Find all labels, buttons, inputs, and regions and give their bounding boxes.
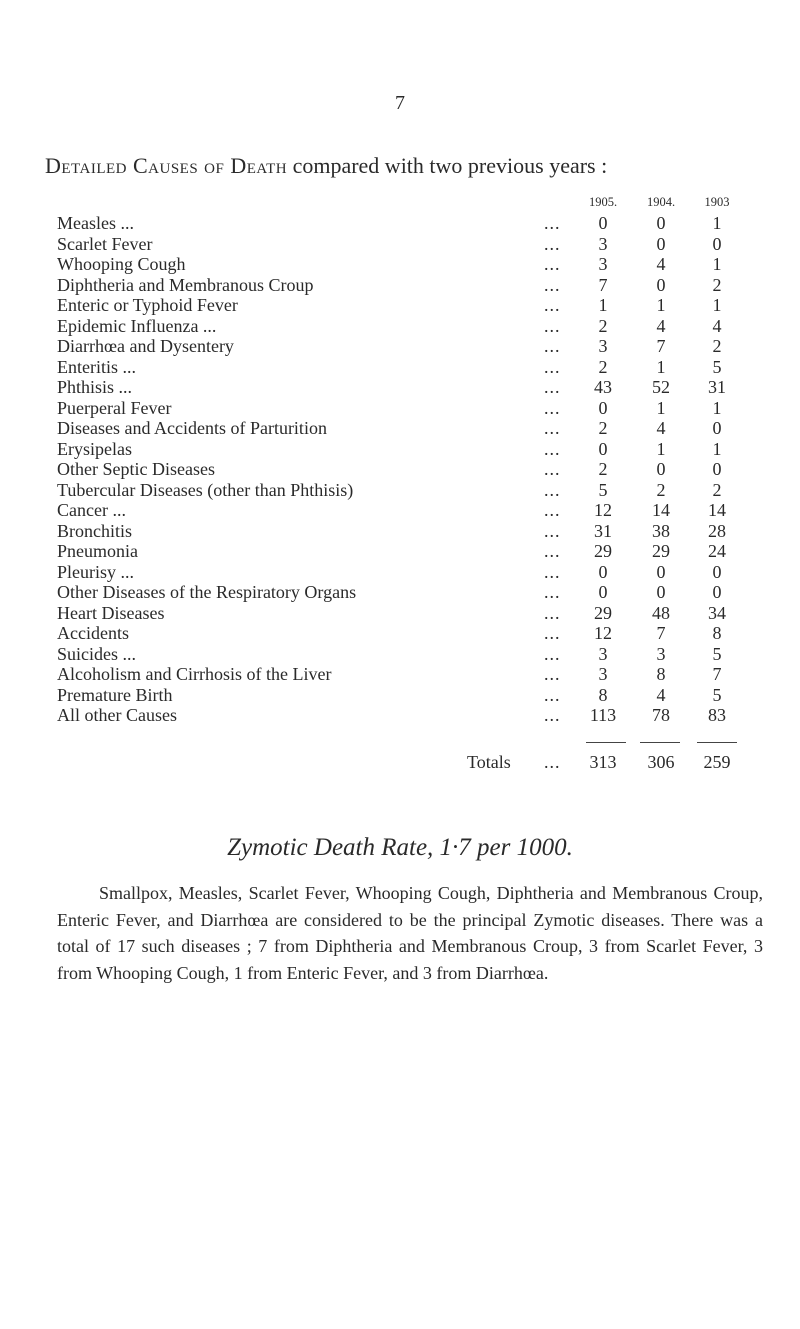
count-cell: 1 xyxy=(656,438,666,459)
count-cell: 2 xyxy=(712,479,722,500)
count-cell: 0 xyxy=(656,274,666,295)
count-cell: 2 xyxy=(598,418,608,438)
count-cell: 4 xyxy=(712,315,722,336)
count-cell: 4 xyxy=(656,418,666,438)
leader-dots: ... xyxy=(544,479,561,500)
count-cell: 5 xyxy=(712,643,722,664)
cause-label: Scarlet Fever xyxy=(57,233,153,254)
table-row xyxy=(57,275,757,296)
count-cell: 4 xyxy=(656,315,666,336)
count-cell: 1 xyxy=(598,295,608,315)
count-cell: 1 xyxy=(712,213,722,233)
table-row xyxy=(57,377,757,398)
table-row xyxy=(57,623,757,644)
cause-label: Other Diseases of the Respiratory Organs xyxy=(57,582,357,602)
cause-label: Pleurisy ... xyxy=(57,561,135,582)
count-cell: 1 xyxy=(712,397,722,418)
table-row xyxy=(57,685,757,706)
count-cell: 7 xyxy=(656,336,666,356)
table-row xyxy=(57,480,757,501)
leader-dots: ... xyxy=(544,418,561,438)
cause-label: Diphtheria and Membranous Croup xyxy=(57,274,314,295)
total-rule xyxy=(640,742,680,743)
totals-label: Totals xyxy=(467,752,511,772)
leader-dots: ... xyxy=(544,561,561,582)
causes-table xyxy=(57,213,757,726)
table-row xyxy=(57,254,757,275)
count-cell: 0 xyxy=(712,459,722,479)
count-cell: 31 xyxy=(594,520,612,541)
count-cell: 0 xyxy=(656,213,666,233)
cause-label: Measles ... xyxy=(57,213,134,233)
count-cell: 29 xyxy=(594,602,612,623)
cause-label: Pneumonia xyxy=(57,541,138,561)
table-row xyxy=(57,439,757,460)
count-cell: 5 xyxy=(712,684,722,705)
count-cell: 3 xyxy=(598,664,608,684)
count-cell: 0 xyxy=(598,438,608,459)
table-row xyxy=(57,521,757,542)
cause-label: Heart Diseases xyxy=(57,602,165,623)
count-cell: 0 xyxy=(656,459,666,479)
count-cell: 0 xyxy=(712,233,722,254)
count-cell: 2 xyxy=(712,274,722,295)
table-heading xyxy=(45,153,765,179)
count-cell: 4 xyxy=(656,254,666,274)
table-row xyxy=(57,357,757,378)
leader-dots: ... xyxy=(544,315,561,336)
count-cell: 3 xyxy=(598,643,608,664)
leader-dots: ... xyxy=(544,664,561,684)
count-cell: 83 xyxy=(708,705,726,725)
count-cell: 1 xyxy=(656,397,666,418)
cause-label: Premature Birth xyxy=(57,684,173,705)
count-cell: 1 xyxy=(712,254,722,274)
table-row xyxy=(57,295,757,316)
cause-label: Alcoholism and Cirrhosis of the Liver xyxy=(57,664,332,684)
leader-dots: ... xyxy=(544,752,561,772)
count-cell: 29 xyxy=(594,541,612,561)
count-cell: 38 xyxy=(652,520,670,541)
count-cell: 0 xyxy=(712,582,722,602)
table-row xyxy=(57,562,757,583)
cause-label: Suicides ... xyxy=(57,643,136,664)
leader-dots: ... xyxy=(544,274,561,295)
leader-dots: ... xyxy=(544,520,561,541)
total-rule xyxy=(586,742,626,743)
cause-label: Bronchitis xyxy=(57,520,132,541)
count-cell: 24 xyxy=(708,541,726,561)
count-cell: 8 xyxy=(712,623,722,643)
count-cell: 2 xyxy=(598,315,608,336)
cause-label: Other Septic Diseases xyxy=(57,459,215,479)
table-row xyxy=(57,234,757,255)
leader-dots: ... xyxy=(544,582,561,602)
count-cell: 5 xyxy=(712,356,722,377)
count-cell: 29 xyxy=(652,541,670,561)
total-rule xyxy=(697,742,737,743)
heading-rest: compared with two previous years : xyxy=(287,153,608,178)
count-cell: 1 xyxy=(712,438,722,459)
count-cell: 7 xyxy=(598,274,608,295)
count-cell: 3 xyxy=(598,254,608,274)
leader-dots: ... xyxy=(544,643,561,664)
leader-dots: ... xyxy=(544,705,561,725)
leader-dots: ... xyxy=(544,233,561,254)
count-cell: 14 xyxy=(652,500,670,520)
zymotic-paragraph: Smallpox, Measles, Scarlet Fever, Whooping Cough, Diphtheria and Membranous Croup, Enteric Fever, and Diarrhœa are considered to be the principal Zymotic diseases. There was a total of 17 such diseases ; 7 from Diphtheria and Membranous Croup, 3 from Scarlet Fever, 3 from Whooping Cough, 1 from Enteric Fever, and 3 from Diarrhœa. xyxy=(57,883,763,983)
cause-label: Whooping Cough xyxy=(57,254,186,274)
leader-dots: ... xyxy=(544,295,561,315)
table-row xyxy=(57,500,757,521)
cause-label: Epidemic Influenza ... xyxy=(57,315,217,336)
table-row xyxy=(57,316,757,337)
table-row xyxy=(57,664,757,685)
table-row xyxy=(57,644,757,665)
count-cell: 28 xyxy=(708,520,726,541)
count-cell: 0 xyxy=(712,561,722,582)
leader-dots: ... xyxy=(544,623,561,643)
cause-label: Diarrhœa and Dysentery xyxy=(57,336,234,356)
count-cell: 3 xyxy=(656,643,666,664)
cause-label: All other Causes xyxy=(57,705,177,725)
count-cell: 2 xyxy=(598,459,608,479)
table-row xyxy=(57,418,757,439)
cause-label: Puerperal Fever xyxy=(57,397,172,418)
count-cell: 0 xyxy=(656,582,666,602)
count-cell: 52 xyxy=(652,377,670,397)
count-cell: 78 xyxy=(652,705,670,725)
count-cell: 34 xyxy=(708,602,726,623)
count-cell: 3 xyxy=(598,336,608,356)
count-cell: 2 xyxy=(656,479,666,500)
count-cell: 7 xyxy=(712,664,722,684)
cause-label: Accidents xyxy=(57,623,129,643)
total-1903: 259 xyxy=(703,752,731,772)
leader-dots: ... xyxy=(544,213,561,233)
table-row xyxy=(57,541,757,562)
total-1905: 313 xyxy=(589,752,617,772)
count-cell: 0 xyxy=(656,233,666,254)
count-cell: 12 xyxy=(594,623,612,643)
table-row xyxy=(57,336,757,357)
count-cell: 0 xyxy=(598,397,608,418)
table-row xyxy=(57,603,757,624)
count-cell: 3 xyxy=(598,233,608,254)
table-row xyxy=(57,459,757,480)
count-cell: 0 xyxy=(598,582,608,602)
cause-label: Tubercular Diseases (other than Phthisis) xyxy=(57,479,354,500)
leader-dots: ... xyxy=(544,541,561,561)
count-cell: 8 xyxy=(656,664,666,684)
zymotic-rate-title: Zymotic Death Rate, 1·7 per 1000. xyxy=(227,834,573,861)
leader-dots: ... xyxy=(544,438,561,459)
leader-dots: ... xyxy=(544,684,561,705)
cause-label: Phthisis ... xyxy=(57,377,133,397)
leader-dots: ... xyxy=(544,602,561,623)
count-cell: 8 xyxy=(598,684,608,705)
count-cell: 12 xyxy=(594,500,612,520)
count-cell: 1 xyxy=(712,295,722,315)
count-cell: 113 xyxy=(589,705,617,725)
count-cell: 48 xyxy=(652,602,670,623)
leader-dots: ... xyxy=(544,459,561,479)
count-cell: 4 xyxy=(656,684,666,705)
count-cell: 5 xyxy=(598,479,608,500)
leader-dots: ... xyxy=(544,397,561,418)
count-cell: 0 xyxy=(598,561,608,582)
table-row xyxy=(57,705,757,726)
year-header-1905: 1905. xyxy=(588,195,618,209)
count-cell: 43 xyxy=(594,377,612,397)
year-header-1904: 1904. xyxy=(646,195,676,209)
leader-dots: ... xyxy=(544,356,561,377)
cause-label: Cancer ... xyxy=(57,500,126,520)
leader-dots: ... xyxy=(544,336,561,356)
leader-dots: ... xyxy=(544,500,561,520)
count-cell: 1 xyxy=(656,356,666,377)
total-1904: 306 xyxy=(647,752,675,772)
count-cell: 1 xyxy=(656,295,666,315)
page-number: 7 xyxy=(395,92,405,114)
count-cell: 2 xyxy=(712,336,722,356)
year-header-1903: 1903 xyxy=(704,195,730,209)
count-cell: 14 xyxy=(708,500,726,520)
leader-dots: ... xyxy=(544,377,561,397)
count-cell: 31 xyxy=(708,377,726,397)
leader-dots: ... xyxy=(544,254,561,274)
table-row xyxy=(57,582,757,603)
cause-label: Enteric or Typhoid Fever xyxy=(57,295,238,315)
count-cell: 2 xyxy=(598,356,608,377)
cause-label: Erysipelas xyxy=(57,438,132,459)
cause-label: Enteritis ... xyxy=(57,356,136,377)
heading-smallcaps: Detailed Causes of Death xyxy=(45,153,288,178)
table-row xyxy=(57,213,757,234)
count-cell: 0 xyxy=(712,418,722,438)
count-cell: 0 xyxy=(656,561,666,582)
cause-label: Diseases and Accidents of Parturition xyxy=(57,418,327,438)
count-cell: 0 xyxy=(598,213,608,233)
totals-row xyxy=(57,752,757,774)
count-cell: 7 xyxy=(656,623,666,643)
table-row xyxy=(57,398,757,419)
